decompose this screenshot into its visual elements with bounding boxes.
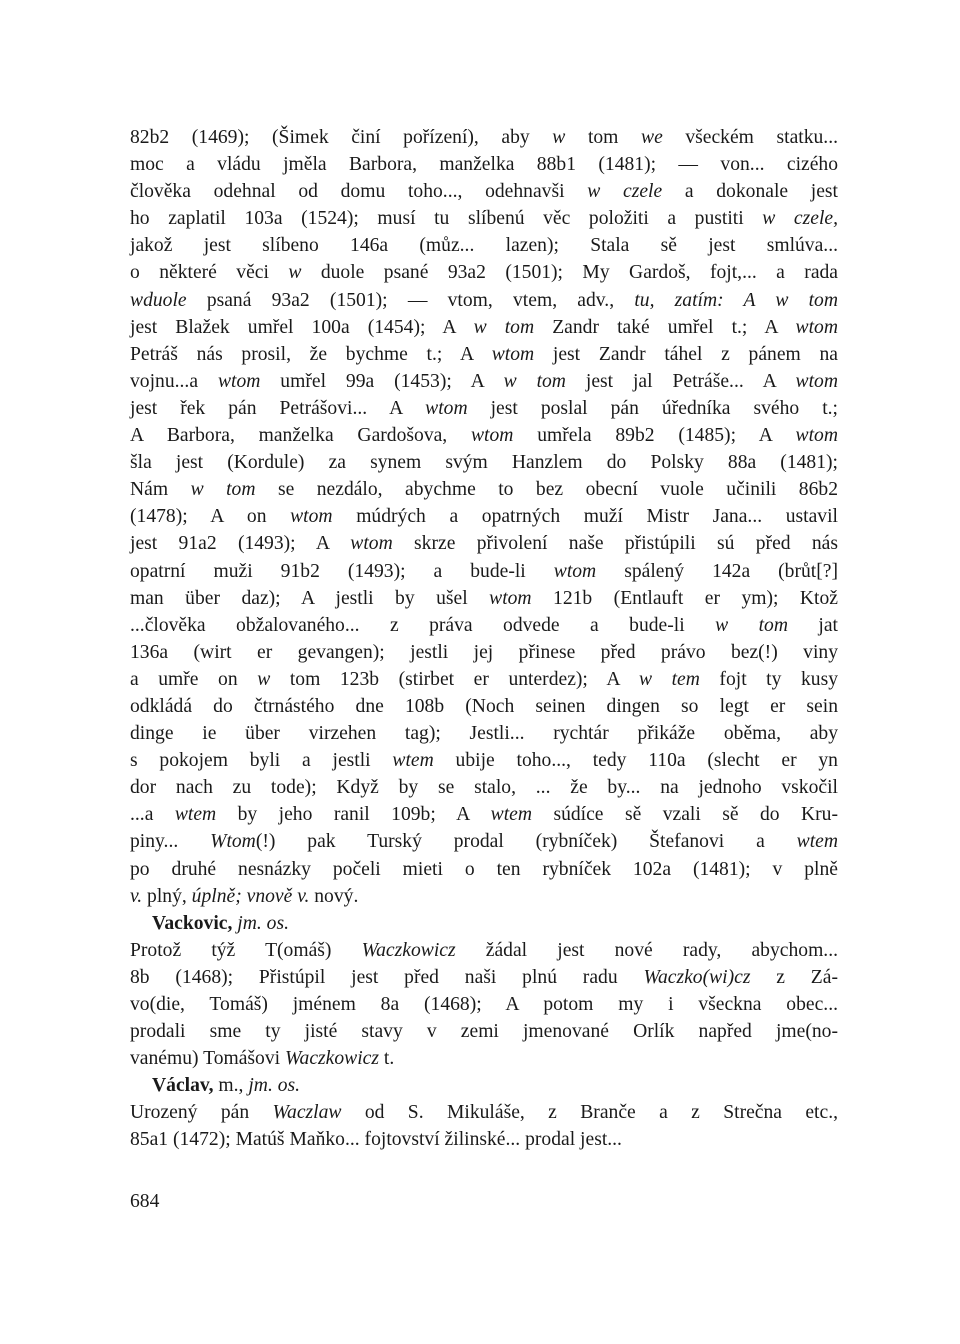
text-segment: s pokojem byli a jestli [130,750,393,772]
text-segment: psaná 93a2 (1501); — vtom, vtem, adv., [186,289,635,311]
italic-text: Waczko(wi)cz [643,966,751,988]
italic-text: wtom [795,425,839,447]
text-line [130,720,838,747]
italic-text: w tom [715,614,788,636]
text-segment: jest 91a2 (1493); A [130,533,351,555]
text-segment: vanému) Tomášovi [130,1048,285,1070]
text-line [130,395,838,422]
text-segment: t. [378,1048,395,1070]
text-segment: ubije toho..., tedy 110a (slecht er yn [433,750,838,772]
text-segment: ho zaplatil 103a (1524); musí tu slíbenú věc položiti a pustiti [130,208,763,230]
italic-text: wtom [553,560,597,582]
italic-text: wduole [130,289,187,311]
text-segment: vojnu...a [130,370,218,392]
text-segment: jest řek pán Petrášovi... A [130,397,426,419]
text-line [130,151,838,178]
text-line [130,287,838,314]
text-segment: jest Zandr táhel z pánem na [534,343,838,365]
italic-text: w [288,262,302,284]
italic-text: wtom [491,343,535,365]
text-segment: múdrých a opatrných muží Mistr Jana... ustavil [332,506,838,528]
text-line [130,314,838,341]
text-segment: nový. [309,885,359,907]
text-line [130,558,838,585]
text-segment: Zandr také umřel t.; A [534,316,796,338]
text-segment: jat [787,614,838,636]
text-line [130,937,838,964]
text-line [130,991,838,1018]
text-line [130,476,838,503]
text-segment: tom [565,127,642,148]
text-line [130,205,838,232]
text-line [130,1126,838,1153]
text-line [130,1018,838,1045]
text-segment: žádal jest nové rady, abychom... [455,939,838,961]
text-line [130,801,838,828]
text-segment: man über daz); A jestli by ušel [130,587,490,609]
text-segment: spálený 142a (brůt[?] [596,560,838,582]
text-segment: opatrní muži 91b2 (1493); a bude-li [130,560,554,582]
italic-text: w tom [503,370,566,392]
text-segment: od S. Mikuláše, z Branče a z Strečna etc., [341,1102,838,1124]
text-segment: umřela 89b2 (1485); A [513,425,796,447]
text-segment: 136a (wirt er gevangen); jestli jej přinese před právo bez(!) viny [130,641,838,663]
text-segment: skrze přivolení naše přistúpili sú před nás [392,533,838,555]
text-line [130,124,838,151]
entry-headword: Vackovic, [152,912,233,934]
text-segment: vo(die, Tomáš) jménem 8a (1468); A potom my i všeckna obec... [130,994,838,1015]
text-segment: jest Blažek umřel 100a (1454); A [130,316,474,338]
italic-text: wtem [174,804,217,826]
text-line [130,883,838,910]
text-segment: odkládá do čtrnástého dne 108b (Noch seinen dingen so legt er sein [130,695,838,717]
text-line [130,178,838,205]
dictionary-text [130,124,838,1154]
text-segment: plný, [142,885,192,907]
text-line [130,449,838,476]
text-line [130,1072,838,1099]
italic-text: jm. os. [237,912,289,934]
text-line [130,828,838,855]
text-segment: o některé věci [130,262,289,284]
text-segment: jest jal Petráše... A [565,370,796,392]
text-line [130,639,838,666]
text-segment: (1478); A on [130,506,291,528]
text-segment: šla jest (Kordule) za synem svým Hanzlem do Polsky 88a (1481); [130,452,838,474]
entry-headword: Václav, [152,1075,214,1097]
text-segment: Petráš nás prosil, že bychme t.; A [130,343,492,365]
italic-text: w tem [638,668,700,690]
italic-text: Waczlaw [272,1102,342,1124]
italic-text: tu, zatím: A w tom [634,289,839,311]
italic-text: Waczkowicz [285,1048,379,1070]
text-segment: jakož jest slíbeno 146a (můz... lazen); Stala sě jest smlúva... [130,235,838,257]
italic-text: wtem [392,750,434,772]
text-segment: a dokonale jest [662,181,838,203]
text-segment: A Barbora, manželka Gardošova, [130,425,471,447]
italic-text: wtom [425,397,468,419]
text-segment: tom 123b (stirbet er unterdez); A [270,668,639,690]
italic-text: wtem [490,804,533,826]
italic-text: wtom [795,316,838,338]
italic-text: wtom [350,533,393,555]
text-segment: by jeho ranil 109b; A [216,804,491,826]
text-segment: člověka odehnal od domu toho..., odehnavši [130,181,588,203]
text-segment: dinge ie über virzehen tag); Jestli... rychtár přikáže oběma, aby [130,723,838,745]
text-line [130,341,838,368]
italic-text: jm. os. [248,1075,301,1097]
text-line [130,964,838,991]
text-line [130,368,838,395]
text-segment: duole psané 93a2 (1501); My Gardoš, fojt,... a rada [301,262,839,284]
text-line [130,910,838,937]
text-line [130,747,838,774]
text-line [130,585,838,612]
text-line [130,612,838,639]
text-segment: po druhé nesnázky počeli mieti o ten rybníček 102a (1481); v plně [130,858,838,880]
italic-text: w [552,127,566,148]
italic-text: w [257,668,271,690]
text-segment: Protož týž T(omáš) [130,939,362,961]
italic-text: we [641,127,663,148]
text-segment: fojt ty kusy [699,668,838,690]
text-segment: z Zá- [750,966,838,988]
italic-text: wtom [217,370,261,392]
italic-text: úplně; vnově v. [191,885,310,907]
text-segment: ...a [130,804,175,826]
text-line [130,774,838,801]
italic-text: Waczkowicz [361,939,456,961]
text-segment: jest poslal pán úředníka svého t.; [467,397,838,419]
text-line [130,856,838,883]
text-line [130,422,838,449]
text-line [130,259,838,286]
text-segment: 121b (Entlauft er ym); Ktož [531,587,838,609]
italic-text: wtom [290,506,333,528]
text-segment: (!) pak Turský prodal (rybníček) Štefanovi a [255,831,797,853]
text-segment: Urozený pán [130,1102,273,1124]
italic-text: wtom [795,370,839,392]
italic-text: w tom [473,316,535,338]
text-line [130,693,838,720]
italic-text: Wtom [210,831,256,853]
text-segment: piny... [130,831,211,853]
text-segment: umřel 99a (1453); A [260,370,504,392]
text-line [130,530,838,557]
text-segment: všeckém statku... [662,127,838,148]
text-line [130,1045,838,1072]
text-line [130,1099,838,1126]
italic-text: w tom [190,479,256,501]
text-line [130,232,838,259]
text-line [130,503,838,530]
italic-text: wtom [470,425,514,447]
italic-text: wtom [489,587,532,609]
text-segment: 82b2 (1469); (Šimek činí pořízení), aby [130,127,553,148]
text-segment: moc a vládu jměla Barbora, manželka 88b1 (1481); — von... cizého [130,154,838,176]
text-segment: dor nach zu tode); Když by se stalo, ... že by... na jednoho vskočil [130,777,838,799]
italic-text: w czele [587,181,663,203]
italic-text: v. [130,885,143,907]
text-segment: 85a1 (1472); Matúš Maňko... fojtovství žilinské... prodal jest... [130,1129,622,1151]
text-segment: súdíce sě vzali sě do Kru- [532,804,838,826]
text-segment: m., [213,1075,249,1097]
text-line [130,666,838,693]
text-segment: 8b (1468); Přistúpil jest před naši plnú radu [130,966,644,988]
page-number: 684 [130,1191,160,1212]
text-segment: Nám [130,479,191,501]
text-segment: a umře on [130,668,258,690]
text-segment: se nezdálo, abychme to bez obecní vuole učinili 86b2 [255,479,838,501]
italic-text: wtem [796,831,838,853]
text-segment: ...člověka obžalovaného... z práva odvede a bude-li [130,614,716,636]
italic-text: w czele, [762,208,838,230]
text-segment: prodali sme ty jisté stavy v zemi jmenované Orlík napřed jme(no- [130,1021,838,1043]
